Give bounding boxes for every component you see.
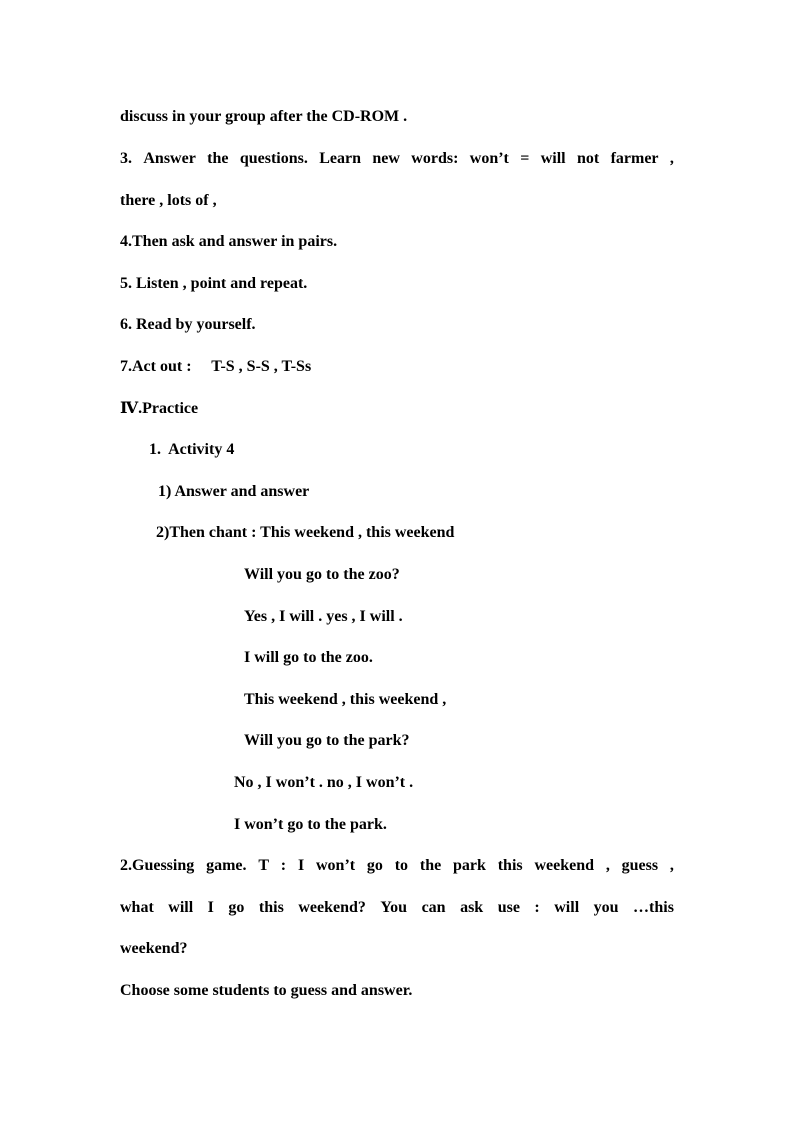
word: this — [258, 899, 284, 916]
text-line-justified — [120, 149, 674, 169]
text-line: 7.Act out : T-S , S-S , T-Ss — [120, 358, 312, 375]
text-line: Choose some students to guess and answer. — [120, 982, 413, 999]
word: , — [605, 857, 610, 874]
word: words: — [411, 150, 459, 167]
word: the — [207, 150, 229, 167]
chant-line: This weekend , this weekend , — [244, 691, 447, 708]
word: to — [394, 857, 409, 874]
list-item: 2)Then chant : This weekend , this weekend — [156, 524, 455, 541]
word: I — [207, 899, 214, 916]
text-line: discuss in your group after the CD-ROM . — [120, 108, 408, 125]
chant-line: I won’t go to the park. — [234, 816, 387, 833]
word: weekend? — [298, 899, 366, 916]
list-item: 1. Activity 4 — [149, 441, 235, 458]
word: can — [421, 899, 446, 916]
word: Learn — [319, 150, 362, 167]
word: go — [366, 857, 383, 874]
word: 2.Guessing — [120, 857, 195, 874]
word: not — [576, 150, 600, 167]
list-item: 1) Answer and answer — [158, 483, 310, 500]
text-line: there , lots of , — [120, 192, 217, 209]
word: You — [380, 899, 408, 916]
word: won’t — [469, 150, 509, 167]
word: new — [372, 150, 400, 167]
word: 3. — [120, 150, 132, 167]
word: the — [419, 857, 442, 874]
chant-line: No , I won’t . no , I won’t . — [234, 774, 414, 791]
word: you — [593, 899, 619, 916]
word: park — [453, 857, 486, 874]
word: weekend — [534, 857, 594, 874]
text-line-justified — [120, 898, 674, 918]
chant-line: Will you go to the zoo? — [244, 566, 400, 583]
word: guess — [621, 857, 659, 874]
word: I — [297, 857, 305, 874]
word: will — [540, 150, 566, 167]
word: T — [258, 857, 269, 874]
word: …this — [633, 899, 674, 916]
word: go — [228, 899, 245, 916]
word: use — [497, 899, 520, 916]
section-heading: Ⅳ.Practice — [120, 400, 199, 417]
chant-line: I will go to the zoo. — [244, 649, 373, 666]
word: Answer — [143, 150, 196, 167]
word: : — [534, 899, 540, 916]
word: this — [497, 857, 523, 874]
word: won’t — [315, 857, 356, 874]
text-line-justified — [120, 856, 674, 876]
word: , — [669, 857, 674, 874]
text-line: 6. Read by yourself. — [120, 316, 256, 333]
text-line: weekend? — [120, 940, 188, 957]
chant-line: Yes , I will . yes , I will . — [244, 608, 403, 625]
word: what — [120, 899, 154, 916]
word: questions. — [239, 150, 308, 167]
word: will — [168, 899, 194, 916]
word: : — [280, 857, 287, 874]
word: farmer — [610, 150, 659, 167]
word: will — [554, 899, 580, 916]
text-line: 5. Listen , point and repeat. — [120, 275, 308, 292]
chant-line: Will you go to the park? — [244, 732, 410, 749]
word: ask — [460, 899, 484, 916]
word: game. — [206, 857, 247, 874]
word: , — [669, 150, 674, 167]
word: = — [520, 150, 530, 167]
text-line: 4.Then ask and answer in pairs. — [120, 233, 338, 250]
